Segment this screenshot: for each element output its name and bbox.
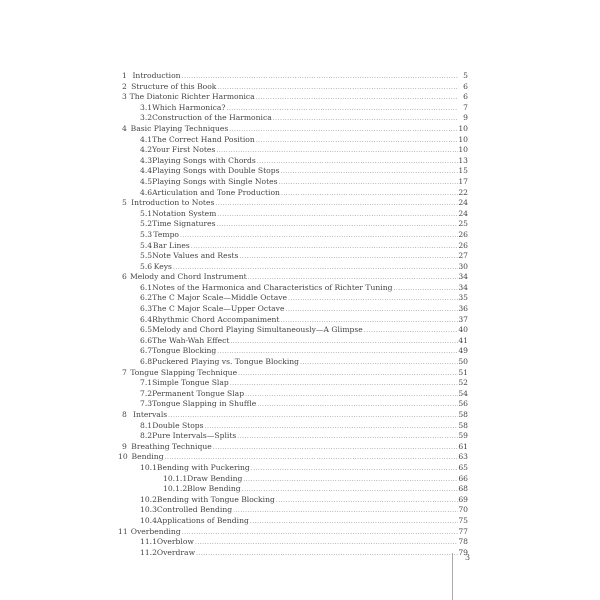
toc-entry-page: 52 bbox=[458, 378, 468, 388]
toc-entry-number: 6.5 bbox=[140, 325, 153, 335]
toc-entry-title: Permanent Tongue Slap bbox=[152, 388, 245, 398]
toc-entry-title: Puckered Playing vs. Tongue Blocking bbox=[152, 357, 300, 367]
toc-entry-page: 56 bbox=[458, 399, 468, 409]
toc-entry[interactable] bbox=[112, 262, 468, 273]
toc-entry-number: 1 bbox=[122, 71, 127, 80]
toc-entry-title: Overdraw bbox=[156, 547, 196, 557]
toc-entry-number: 5.3 bbox=[140, 229, 153, 239]
page-number: 3 bbox=[465, 553, 471, 562]
toc-entry-title: Structure of this Book bbox=[131, 81, 217, 91]
toc-entry-number: 4.1 bbox=[140, 134, 153, 144]
toc-entry[interactable] bbox=[112, 325, 468, 336]
toc-entry-page: 58 bbox=[458, 420, 468, 430]
toc-entry-page: 7 bbox=[463, 102, 468, 112]
toc-entry-page: 34 bbox=[458, 272, 468, 282]
toc-entry-title: Tempo bbox=[153, 229, 180, 239]
toc-entry[interactable] bbox=[112, 474, 468, 485]
toc-entry-number: 3.1 bbox=[140, 102, 153, 112]
toc-entry-number: 4.6 bbox=[140, 187, 153, 197]
toc-entry-title: Bending bbox=[131, 452, 164, 462]
toc-entry-title: Overblow bbox=[156, 537, 194, 547]
toc-entry-title: The Diatonic Richter Harmonica bbox=[129, 92, 255, 102]
toc-entry-title: Tongue Blocking bbox=[152, 346, 217, 356]
toc-entry-page: 27 bbox=[458, 251, 468, 261]
toc-entry-page: 70 bbox=[458, 505, 468, 515]
toc-entry-number: 11.2 bbox=[140, 547, 157, 557]
toc-entry-number: 6.6 bbox=[140, 335, 153, 345]
toc-entry-page: 77 bbox=[458, 526, 468, 536]
toc-entry[interactable] bbox=[112, 431, 468, 442]
toc-entry-number: 4.3 bbox=[140, 155, 153, 165]
toc-entry-title: Blow Bending bbox=[187, 484, 241, 494]
toc-entry-title: The Correct Hand Position bbox=[152, 134, 255, 144]
toc-entry-number: 10.2 bbox=[140, 494, 157, 504]
toc-entry-title: Double Stops bbox=[152, 420, 204, 430]
toc-entry[interactable] bbox=[112, 230, 468, 241]
toc-entry-number: 5.1 bbox=[140, 208, 153, 218]
toc-entry-number: 10.3 bbox=[140, 505, 157, 515]
toc-entry-page: 24 bbox=[458, 208, 468, 218]
table-of-contents bbox=[112, 71, 468, 558]
toc-entry-title: Notation System bbox=[152, 208, 217, 218]
toc-entry-title: Introduction to Notes bbox=[131, 198, 215, 208]
toc-entry-title: Melody and Chord Playing Simultaneously—A Glimpse bbox=[152, 325, 363, 335]
toc-entry-title: Playing Songs with Chords bbox=[152, 155, 256, 165]
toc-entry-page: 40 bbox=[458, 325, 468, 335]
toc-entry-title: Your First Notes bbox=[152, 145, 216, 155]
toc-entry-number: 6 bbox=[122, 272, 127, 282]
toc-entry-page: 22 bbox=[458, 187, 468, 197]
toc-entry-page: 34 bbox=[458, 282, 468, 292]
toc-entry-number: 6.4 bbox=[140, 314, 153, 324]
toc-entry-number: 7 bbox=[122, 367, 127, 377]
toc-entry[interactable] bbox=[112, 463, 468, 474]
toc-entry-title: Overbending bbox=[130, 526, 181, 536]
toc-entry-number: 4 bbox=[122, 123, 127, 133]
toc-entry-page: 65 bbox=[458, 462, 468, 472]
toc-entry-page: 10 bbox=[458, 123, 468, 133]
toc-entry-number: 10.1.2 bbox=[163, 484, 188, 494]
toc-entry-number: 8.2 bbox=[140, 431, 153, 441]
toc-entry[interactable] bbox=[112, 219, 468, 230]
toc-entry[interactable] bbox=[112, 145, 468, 156]
toc-entry[interactable] bbox=[112, 198, 468, 209]
toc-entry-number: 5.6 bbox=[140, 261, 153, 271]
toc-entry[interactable] bbox=[112, 241, 468, 252]
toc-entry-number: 11.1 bbox=[140, 537, 157, 547]
toc-entry-page: 35 bbox=[458, 293, 468, 303]
toc-entry[interactable] bbox=[112, 346, 468, 357]
toc-entry-title: Time Signatures bbox=[152, 219, 216, 229]
toc-entry-number: 6.3 bbox=[140, 304, 153, 314]
toc-entry-title: Bar Lines bbox=[152, 240, 190, 250]
toc-entry-number: 6.2 bbox=[140, 293, 153, 303]
toc-entry-page: 59 bbox=[458, 431, 468, 441]
toc-entry[interactable] bbox=[112, 251, 468, 262]
toc-entry-page: 17 bbox=[458, 176, 468, 186]
toc-entry-number: 10.1 bbox=[140, 462, 157, 472]
toc-entry-number: 6.1 bbox=[140, 282, 153, 292]
toc-entry-page: 25 bbox=[458, 219, 468, 229]
toc-entry-page: 61 bbox=[458, 441, 468, 451]
toc-entry[interactable] bbox=[112, 368, 468, 379]
toc-entry[interactable] bbox=[112, 82, 468, 93]
toc-entry-title: Controlled Bending bbox=[156, 505, 233, 515]
toc-entry[interactable] bbox=[112, 272, 468, 283]
toc-entry-title: Breathing Technique bbox=[131, 441, 212, 451]
toc-entry-page: 79 bbox=[458, 547, 468, 557]
toc-entry-title: Draw Bending bbox=[187, 473, 243, 483]
toc-entry-number: 5.4 bbox=[140, 240, 153, 250]
toc-entry[interactable] bbox=[112, 505, 468, 516]
toc-entry-title: Bending with Puckering bbox=[156, 462, 250, 472]
toc-entry-number: 4.5 bbox=[140, 176, 153, 186]
toc-entry-number: 3.2 bbox=[140, 113, 153, 123]
toc-entry-page: 10 bbox=[458, 134, 468, 144]
toc-entry[interactable] bbox=[112, 315, 468, 326]
toc-entry-number: 6.8 bbox=[140, 357, 153, 367]
toc-entry-title: Applications of Bending bbox=[156, 515, 249, 525]
toc-entry-title: Melody and Chord Instrument bbox=[129, 272, 247, 282]
toc-entry[interactable] bbox=[112, 399, 468, 410]
toc-entry[interactable] bbox=[112, 113, 468, 124]
toc-entry-number: 4.2 bbox=[140, 145, 153, 155]
toc-entry-number: 3 bbox=[122, 92, 127, 102]
toc-entry-number: 5 bbox=[122, 198, 127, 208]
toc-entry[interactable] bbox=[112, 548, 468, 559]
toc-entry-number: 8 bbox=[122, 410, 127, 419]
toc-entry[interactable] bbox=[112, 527, 468, 538]
toc-entry[interactable] bbox=[112, 92, 468, 103]
toc-entry[interactable] bbox=[112, 410, 468, 421]
toc-entry-title: Which Harmonica? bbox=[152, 102, 226, 112]
toc-entry[interactable] bbox=[112, 484, 468, 495]
toc-entry-number: 10 bbox=[118, 452, 128, 462]
toc-entry-page: 58 bbox=[458, 410, 468, 419]
toc-entry-title: Playing Songs with Double Stops bbox=[152, 166, 280, 176]
toc-entry[interactable] bbox=[112, 452, 468, 463]
toc-entry-page: 6 bbox=[463, 81, 468, 91]
toc-entry-page: 26 bbox=[458, 240, 468, 250]
toc-entry-page: 36 bbox=[458, 304, 468, 314]
toc-entry-title: Playing Songs with Single Notes bbox=[152, 176, 278, 186]
toc-entry[interactable] bbox=[112, 135, 468, 146]
toc-entry[interactable] bbox=[112, 188, 468, 199]
toc-entry-title: Articulation and Tone Production bbox=[152, 187, 280, 197]
toc-entry-page: 54 bbox=[458, 388, 468, 398]
toc-entry-page: 75 bbox=[458, 515, 468, 525]
toc-entry-page: 68 bbox=[458, 484, 468, 494]
dot-leader bbox=[196, 549, 458, 560]
toc-entry-number: 7.3 bbox=[140, 399, 153, 409]
toc-entry-title: Intervals bbox=[132, 410, 168, 419]
toc-entry-title: The C Major Scale—Upper Octave bbox=[152, 304, 285, 314]
toc-entry-title: The C Major Scale—Middle Octave bbox=[152, 293, 288, 303]
toc-entry[interactable] bbox=[112, 209, 468, 220]
toc-entry[interactable] bbox=[112, 357, 468, 368]
toc-entry[interactable] bbox=[112, 421, 468, 432]
toc-entry-title: Pure Intervals—Splits bbox=[152, 431, 237, 441]
toc-entry-title: Introduction bbox=[132, 71, 181, 80]
toc-entry[interactable] bbox=[112, 495, 468, 506]
toc-entry-number: 6.7 bbox=[140, 346, 153, 356]
toc-entry-page: 49 bbox=[458, 346, 468, 356]
toc-entry-page: 63 bbox=[458, 452, 468, 462]
toc-entry-page: 5 bbox=[463, 71, 468, 80]
toc-entry-page: 13 bbox=[458, 155, 468, 165]
toc-entry-title: Tongue Slapping in Shuffle bbox=[152, 399, 257, 409]
toc-entry-title: Tongue Slapping Technique bbox=[130, 367, 238, 377]
toc-entry-number: 2 bbox=[122, 81, 127, 91]
toc-entry[interactable] bbox=[112, 283, 468, 294]
toc-entry[interactable] bbox=[112, 442, 468, 453]
toc-entry-title: Bending with Tongue Blocking bbox=[156, 494, 275, 504]
toc-entry-page: 9 bbox=[463, 113, 468, 123]
toc-entry-page: 50 bbox=[458, 357, 468, 367]
toc-entry[interactable] bbox=[112, 166, 468, 177]
toc-entry-title: Notes of the Harmonica and Characteristics of Richter Tuning bbox=[152, 282, 393, 292]
toc-entry-number: 5.2 bbox=[140, 219, 153, 229]
toc-entry[interactable] bbox=[112, 516, 468, 527]
toc-entry[interactable] bbox=[112, 156, 468, 167]
toc-entry-page: 37 bbox=[458, 314, 468, 324]
toc-entry-title: Note Values and Rests bbox=[152, 251, 239, 261]
toc-entry-page: 51 bbox=[458, 367, 468, 377]
toc-entry-page: 6 bbox=[463, 92, 468, 102]
toc-entry[interactable] bbox=[112, 537, 468, 548]
toc-entry[interactable] bbox=[112, 124, 468, 135]
toc-entry[interactable] bbox=[112, 378, 468, 389]
toc-entry[interactable] bbox=[112, 71, 468, 82]
toc-entry-number: 8.1 bbox=[140, 420, 153, 430]
toc-entry-page: 15 bbox=[458, 166, 468, 176]
toc-entry[interactable] bbox=[112, 336, 468, 347]
margin-rule bbox=[452, 553, 453, 600]
toc-entry-page: 78 bbox=[458, 537, 468, 547]
toc-entry-number: 9 bbox=[122, 441, 127, 451]
toc-entry-page: 41 bbox=[458, 335, 468, 345]
toc-entry-number: 11 bbox=[118, 526, 128, 536]
toc-entry-title: Simple Tongue Slap bbox=[152, 378, 229, 388]
toc-entry-title: The Wah-Wah Effect bbox=[152, 335, 230, 345]
toc-entry-page: 26 bbox=[458, 229, 468, 239]
toc-entry-title: Rhythmic Chord Accompaniment bbox=[152, 314, 280, 324]
toc-entry-number: 7.2 bbox=[140, 388, 153, 398]
toc-entry-number: 10.1.1 bbox=[163, 473, 188, 483]
toc-entry[interactable] bbox=[112, 304, 468, 315]
toc-entry-page: 66 bbox=[458, 473, 468, 483]
toc-entry-number: 10.4 bbox=[140, 515, 157, 525]
toc-entry-page: 69 bbox=[458, 494, 468, 504]
toc-entry-title: Construction of the Harmonica bbox=[152, 113, 272, 123]
toc-entry-number: 4.4 bbox=[140, 166, 153, 176]
toc-entry-number: 5.5 bbox=[140, 251, 153, 261]
toc-entry-title: Basic Playing Techniques bbox=[130, 123, 229, 133]
toc-entry-page: 24 bbox=[458, 198, 468, 208]
toc-entry[interactable] bbox=[112, 177, 468, 188]
toc-entry-number: 7.1 bbox=[140, 378, 153, 388]
toc-entry[interactable] bbox=[112, 103, 468, 114]
toc-entry-page: 30 bbox=[458, 261, 468, 271]
toc-entry-page: 10 bbox=[458, 145, 468, 155]
toc-entry[interactable] bbox=[112, 389, 468, 400]
toc-entry[interactable] bbox=[112, 293, 468, 304]
toc-entry-title: Keys bbox=[153, 261, 172, 271]
